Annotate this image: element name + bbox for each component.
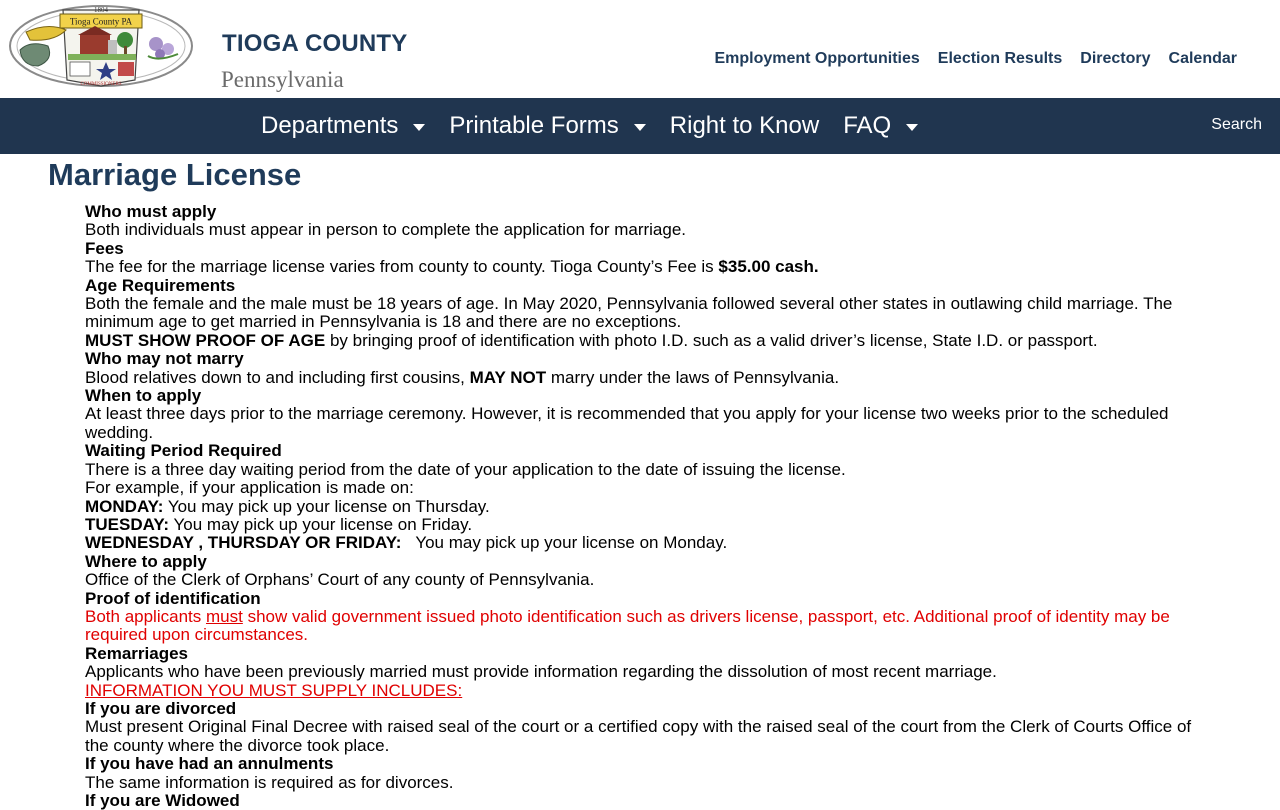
county-seal-logo[interactable] (8, 4, 194, 88)
proof-id-warning (85, 608, 1195, 645)
info-you-must-supply-link[interactable]: INFORMATION YOU MUST SUPPLY INCLUDES: (85, 680, 463, 700)
relatives-text-after: marry under the laws of Pennsylvania. (550, 367, 840, 387)
proof-id-text: Both applicants (85, 606, 202, 626)
proof-id-text-after: show valid government issued photo identification such as drivers license, passport, etc. Additional proof of identity may be required upon circumstances. (85, 606, 1170, 645)
nav-right-to-know[interactable] (670, 112, 819, 140)
section-heading: If you are Widowed (85, 791, 240, 810)
chevron-down-icon (634, 124, 646, 131)
employment-opportunities-link[interactable]: Employment Opportunities (714, 50, 920, 67)
section-text (85, 332, 1195, 350)
waiting-day: WEDNESDAY , THURSDAY OR FRIDAY: (85, 533, 402, 553)
relatives-text: Blood relatives down to and including first cousins, (85, 367, 465, 387)
main-nav (0, 98, 1280, 154)
waiting-day-row (85, 516, 1195, 534)
waiting-day-row (85, 534, 1195, 552)
section-heading: If you have had an annulments (85, 754, 334, 774)
marriage-license-content (85, 203, 1195, 810)
proof-of-age-emphasis: MUST SHOW PROOF OF AGE (85, 330, 326, 350)
site-title[interactable]: TIOGA COUNTY (222, 30, 408, 57)
utility-nav (714, 50, 1237, 68)
section-text: Must present Original Final Decree with raised seal of the court or a certified copy with the raised seal of the court from the Clerk of Courts Office of the county where the divorce took place. (85, 717, 1192, 755)
section-heading: Who may not marry (85, 349, 244, 369)
section-text: Office of the Clerk of Orphans’ Court of any county of Pennsylvania. (85, 570, 595, 590)
svg-text:COMMISSIONERS: COMMISSIONERS (80, 82, 122, 87)
waiting-day: TUESDAY: (85, 514, 170, 534)
search-button[interactable]: Search (1211, 116, 1262, 133)
must-emphasis: must (205, 606, 243, 626)
chevron-down-icon (906, 124, 918, 131)
section-heading: Proof of identification (85, 588, 261, 608)
section-heading: Waiting Period Required (85, 441, 282, 461)
page-title: Marriage License (48, 157, 302, 192)
section-text: Both individuals must appear in person to complete the application for marriage. (85, 220, 687, 240)
nav-printable-forms-label: Printable Forms (449, 112, 619, 139)
waiting-day-text: You may pick up your license on Monday. (406, 533, 728, 553)
section-text: The same information is required as for divorces. (85, 772, 454, 792)
section-text: Both the female and the male must be 18 years of age. In May 2020, Pennsylvania followed several other states in outlawing child marriage. The minimum age to get married in Pennsylvania is 18 and there are no exceptions. (85, 294, 1173, 332)
site-subtitle: Pennsylvania (221, 67, 344, 92)
section-text: Applicants who have been previously married must provide information regarding the dissolution of most recent marriage. (85, 662, 997, 682)
nav-faq[interactable] (843, 112, 918, 140)
section-text (85, 258, 1195, 276)
chevron-down-icon (413, 124, 425, 131)
fee-text: The fee for the marriage license varies from county to county. Tioga County’s Fee is (85, 257, 714, 277)
section-text: At least three days prior to the marriage ceremony. However, it is recommended that you apply for your license two weeks prior to the scheduled wedding. (85, 404, 1169, 442)
nav-faq-label: FAQ (843, 112, 892, 139)
directory-link[interactable]: Directory (1080, 50, 1151, 67)
svg-text:1804: 1804 (94, 6, 108, 14)
section-heading: When to apply (85, 386, 202, 406)
svg-text:Tioga County PA: Tioga County PA (69, 16, 133, 27)
nav-departments[interactable] (261, 112, 425, 140)
section-heading: Fees (85, 238, 124, 258)
waiting-day-text: You may pick up your license on Thursday. (167, 496, 490, 516)
section-text: For example, if your application is made on: (85, 478, 414, 498)
section-heading: If you are divorced (85, 698, 237, 718)
section-text: There is a three day waiting period from the date of your application to the date of issuing the license. (85, 459, 846, 479)
nav-right-to-know-label: Right to Know (669, 112, 820, 139)
section-heading: Who must apply (85, 202, 217, 221)
nav-printable-forms[interactable] (449, 112, 645, 140)
waiting-day-row (85, 498, 1195, 516)
waiting-day-text: You may pick up your license on Friday. (173, 514, 473, 534)
section-heading: Where to apply (85, 551, 207, 571)
nav-departments-label: Departments (261, 112, 399, 139)
waiting-day: MONDAY: (85, 496, 164, 516)
fee-amount: $35.00 cash. (718, 257, 819, 277)
section-heading: Age Requirements (85, 275, 236, 295)
election-results-link[interactable]: Election Results (937, 50, 1063, 67)
calendar-link[interactable]: Calendar (1168, 50, 1237, 67)
section-text (85, 369, 1195, 387)
site-header (0, 0, 1280, 98)
section-heading: Remarriages (85, 643, 189, 663)
may-not-emphasis: MAY NOT (469, 367, 547, 387)
main-nav-items (261, 98, 942, 154)
proof-of-age-text: by bringing proof of identification with photo I.D. such as a valid driver’s license, State I.D. or passport. (329, 330, 1098, 350)
